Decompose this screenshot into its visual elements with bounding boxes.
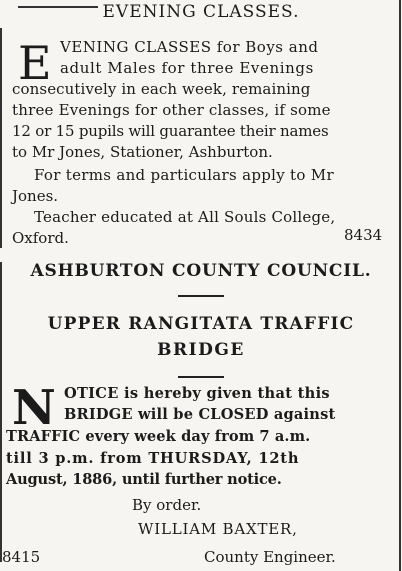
signatory: WILLIAM BAXTER, — [138, 520, 298, 538]
evening-heading: EVENING CLASSES. — [102, 2, 300, 22]
evening-line: Teacher educated at All Souls College, — [34, 208, 336, 226]
by-order: By order. — [132, 496, 202, 514]
evening-line: 12 or 15 pupils will guarantee their names — [12, 122, 329, 140]
evening-line: Oxford. — [12, 229, 69, 247]
traffic-line: OTICE is hereby given that this — [64, 385, 330, 402]
traffic-dropcap: N — [12, 380, 56, 436]
evening-line: For terms and particulars apply to Mr — [34, 166, 334, 184]
council-rule — [178, 295, 224, 297]
signatory-title: County Engineer. — [204, 548, 336, 566]
traffic-ad-number: 8415 — [2, 548, 41, 566]
traffic-line: BRIDGE will be CLOSED against — [64, 406, 336, 423]
evening-line: consecutively in each week, remaining — [12, 80, 311, 98]
traffic-title-line2: BRIDGE — [157, 340, 245, 360]
left-border-lower — [0, 262, 2, 562]
evening-line: three Evenings for other classes, if some — [12, 101, 331, 119]
traffic-line: TRAFFIC every week day from 7 a.m. — [6, 428, 311, 445]
evening-line: VENING CLASSES for Boys and — [60, 38, 319, 56]
right-border — [399, 0, 401, 571]
evening-line: to Mr Jones, Stationer, Ashburton. — [12, 143, 273, 161]
evening-ad-number: 8434 — [344, 226, 383, 244]
traffic-line: till 3 p.m. from THURSDAY, 12th — [6, 450, 300, 467]
traffic-line: August, 1886, until further notice. — [6, 471, 282, 488]
council-heading: ASHBURTON COUNTY COUNCIL. — [30, 261, 372, 281]
evening-dropcap: E — [18, 36, 52, 90]
left-border — [0, 28, 2, 248]
traffic-rule — [178, 376, 224, 378]
evening-line: Jones. — [12, 187, 59, 205]
evening-line: adult Males for three Evenings — [60, 59, 314, 77]
traffic-title-line1: UPPER RANGITATA TRAFFIC — [47, 314, 355, 334]
